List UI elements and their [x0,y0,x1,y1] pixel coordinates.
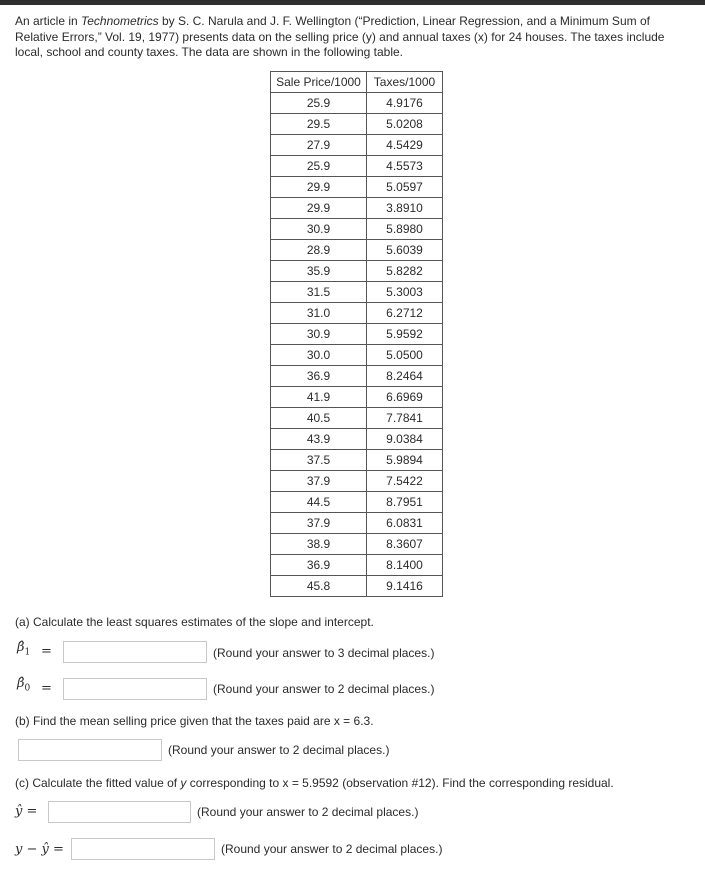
table-row [271,366,443,387]
part-a-prompt: (a) Calculate the least squares estimates of the slope and intercept. [15,615,374,629]
fitted-value-input[interactable] [48,801,191,823]
intro-text: by S. C. Narula and J. F. Wellington (“Prediction, Linear Regression, and a Minimum Sum of Relative Errors,” Vol. 19, 1977) presents data on the selling price (y) and annual taxes (x) for 24 houses. The taxes include local, school and county taxes. The data are shown in the following table. [15,14,665,59]
taxes-cell: 8.1400 [367,555,443,576]
taxes-cell: 6.0831 [367,513,443,534]
part-b-prompt: (b) Find the mean selling price given that the taxes paid are x = 6.3. [15,714,374,728]
yhat-label: ŷ = [15,804,38,819]
header-taxes: Taxes/1000 [367,72,443,93]
table-row [271,177,443,198]
taxes-cell: 4.5429 [367,135,443,156]
sale-price-cell: 27.9 [271,135,367,156]
table-row [271,471,443,492]
sale-price-cell: 30.0 [271,345,367,366]
beta0-char: β̂ [17,676,25,691]
table-row [271,240,443,261]
beta1-equals: = [41,644,52,659]
taxes-cell: 5.0500 [367,345,443,366]
table-row [271,282,443,303]
taxes-cell: 5.6039 [367,240,443,261]
sale-price-cell: 37.9 [271,471,367,492]
table-row [271,261,443,282]
table-row [271,303,443,324]
residual-input[interactable] [71,838,215,860]
mean-price-hint: (Round your answer to 2 decimal places.) [168,743,390,757]
sale-price-cell: 29.5 [271,114,367,135]
beta1-subscript: 1 [24,647,31,658]
table-row [271,156,443,177]
intro-prefix: An article in [15,14,82,28]
problem-intro [15,14,690,61]
table-row [271,93,443,114]
table-row [271,513,443,534]
beta1-symbol [17,640,30,658]
taxes-cell: 8.7951 [367,492,443,513]
taxes-cell: 6.6969 [367,387,443,408]
residual-hint: (Round your answer to 2 decimal places.) [221,842,443,856]
mean-price-input[interactable] [18,739,162,761]
sale-price-cell: 25.9 [271,156,367,177]
sale-price-cell: 37.9 [271,513,367,534]
beta0-input[interactable] [63,678,207,700]
table-row [271,135,443,156]
taxes-cell: 7.5422 [367,471,443,492]
sale-price-cell: 37.5 [271,450,367,471]
sale-price-cell: 28.9 [271,240,367,261]
taxes-cell: 4.5573 [367,156,443,177]
sale-price-cell: 43.9 [271,429,367,450]
table-row [271,345,443,366]
table-row [271,324,443,345]
data-table [270,71,443,597]
beta1-hint: (Round your answer to 3 decimal places.) [213,646,435,660]
taxes-cell: 5.0597 [367,177,443,198]
table-header-row [271,72,443,93]
table-row [271,576,443,597]
sale-price-cell: 25.9 [271,93,367,114]
sale-price-cell: 36.9 [271,555,367,576]
taxes-cell: 5.8282 [367,261,443,282]
table-row [271,450,443,471]
table-row [271,198,443,219]
sale-price-cell: 36.9 [271,366,367,387]
sale-price-cell: 38.9 [271,534,367,555]
residual-label: y − ŷ = [15,842,64,857]
part-c-prompt-var: y [180,776,187,790]
table-row [271,114,443,135]
taxes-cell: 5.3003 [367,282,443,303]
taxes-cell: 9.1416 [367,576,443,597]
taxes-cell: 3.8910 [367,198,443,219]
table-row [271,408,443,429]
beta1-char: β̂ [17,640,25,655]
taxes-cell: 5.0208 [367,114,443,135]
taxes-cell: 7.7841 [367,408,443,429]
sale-price-cell: 30.9 [271,324,367,345]
fitted-value-hint: (Round your answer to 2 decimal places.) [197,805,419,819]
part-c-prompt-post: corresponding to x = 5.9592 (observation #12). Find the corresponding residual. [186,776,614,790]
sale-price-cell: 29.9 [271,198,367,219]
table-row [271,492,443,513]
taxes-cell: 5.9592 [367,324,443,345]
table-row [271,219,443,240]
table-row [271,534,443,555]
table-row [271,555,443,576]
sale-price-cell: 29.9 [271,177,367,198]
sale-price-cell: 41.9 [271,387,367,408]
table-row [271,429,443,450]
top-bar [0,0,705,5]
beta0-symbol [17,676,30,694]
beta1-input[interactable] [63,641,207,663]
beta0-subscript: 0 [24,683,31,694]
taxes-cell: 4.9176 [367,93,443,114]
taxes-cell: 5.8980 [367,219,443,240]
beta0-equals: = [41,681,52,696]
table-row [271,387,443,408]
taxes-cell: 8.2464 [367,366,443,387]
sale-price-cell: 44.5 [271,492,367,513]
beta0-hint: (Round your answer to 2 decimal places.) [213,682,435,696]
sale-price-cell: 40.5 [271,408,367,429]
part-c-prompt-pre: (c) Calculate the fitted value of [15,776,181,790]
taxes-cell: 5.9894 [367,450,443,471]
sale-price-cell: 45.8 [271,576,367,597]
sale-price-cell: 35.9 [271,261,367,282]
journal-title: Technometrics [81,14,159,28]
taxes-cell: 8.3607 [367,534,443,555]
sale-price-cell: 31.0 [271,303,367,324]
sale-price-cell: 30.9 [271,219,367,240]
taxes-cell: 6.2712 [367,303,443,324]
part-c-prompt [15,776,614,790]
sale-price-cell: 31.5 [271,282,367,303]
taxes-cell: 9.0384 [367,429,443,450]
header-sale-price: Sale Price/1000 [271,72,367,93]
